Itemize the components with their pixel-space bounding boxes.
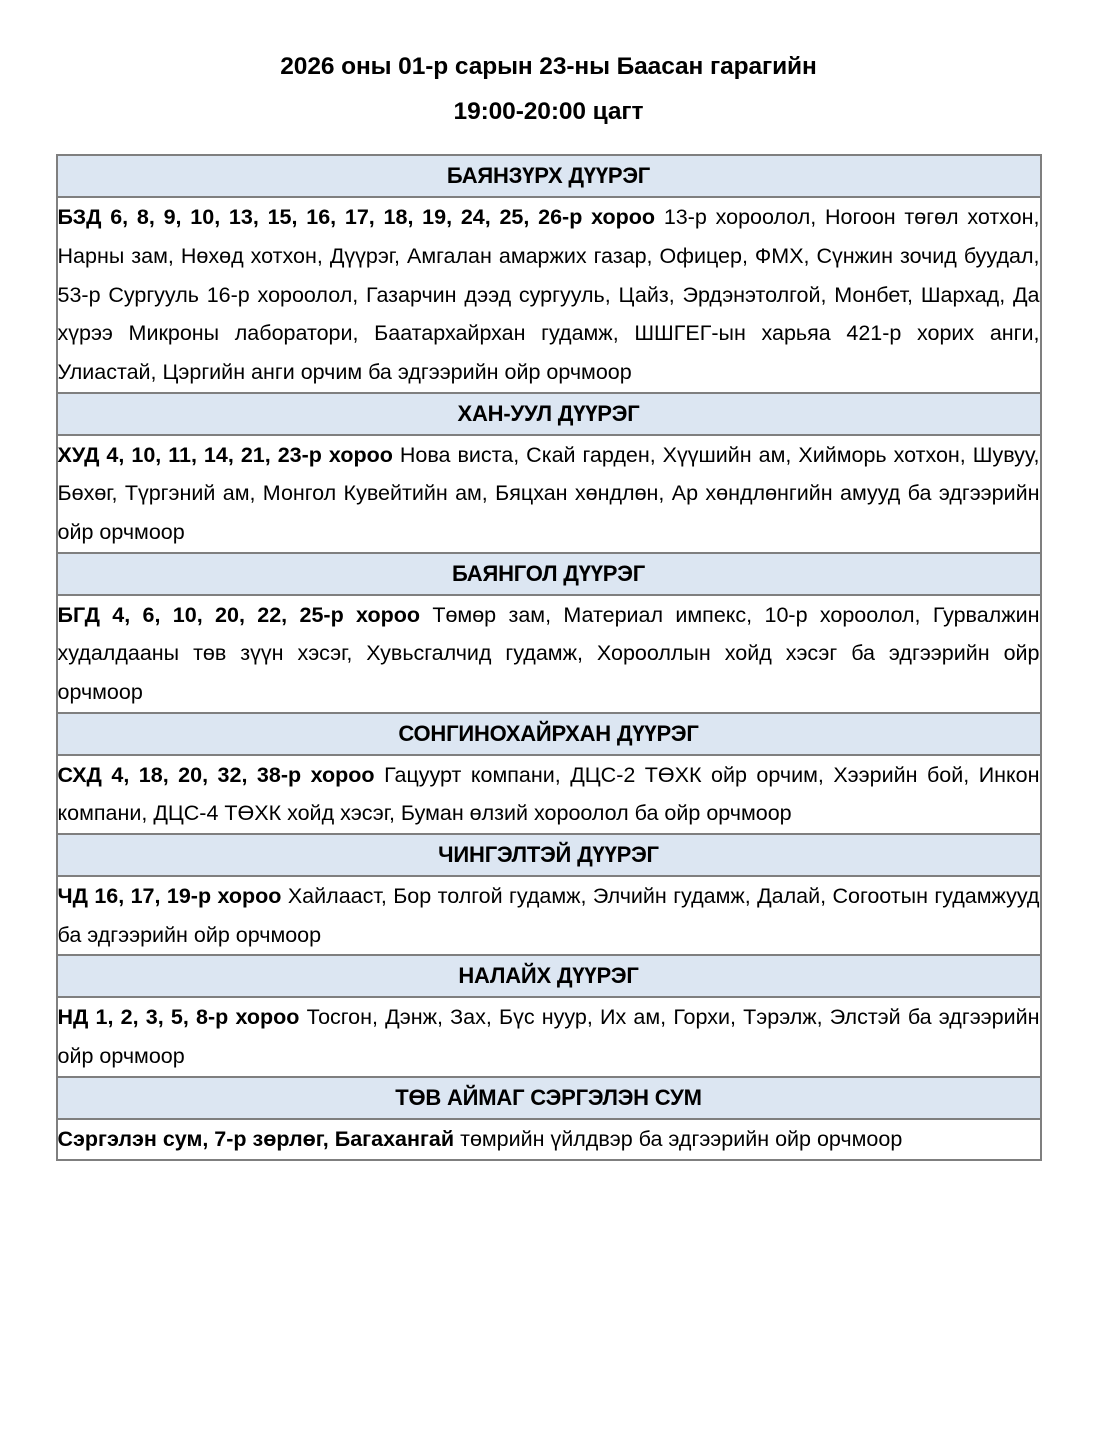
district-header-row [57,834,1041,876]
district-header-cell: ХАН-УУЛ ДҮҮРЭГ [57,393,1041,435]
district-header-cell: СОНГИНОХАЙРХАН ДҮҮРЭГ [57,713,1041,755]
district-location-list: Гацуурт компани, ДЦС-2 ТӨХК ойр орчим, Хээрийн бой, Инкон компани, ДЦС-4 ТӨХК хойд хэсэг, Буман өлзий хороолол ба ойр орчмоор [57,762,1040,826]
district-header-row [57,155,1041,197]
district-body-row [57,755,1041,834]
district-location-list: Хайлааст, Бор толгой гудамж, Элчийн гудамж, Далай, Согоотын гудамжууд ба эдгээрийн ойр орчмоор [57,884,1040,947]
district-header-row [57,393,1041,435]
district-header-cell: БАЯНЗҮРХ ДҮҮРЭГ [57,155,1041,197]
district-body-row [57,876,1041,955]
document-title-block [0,0,1097,128]
district-body-cell [57,197,1041,392]
district-body-row [57,197,1041,392]
district-body-row [57,1119,1041,1160]
district-location-list: 13-р хороолол, Ногоон төгөл хотхон, Нарны зам, Нөхөд хотхон, Дүүрэг, Амгалан амаржих газар, Офицер, ФМХ, Сүнжин зочид буудал, 53-р Сургууль 16-р хороолол, Газарчин дээд сургууль, Цайз, Эрдэнэтолгой, Монбет, Шархад, Да хүрээ Микроны лаборатори, Баатархайрхан гудамж, ШШГЕГ-ын харьяа 421-р хорих анги, Улиастай, Цэргийн анги орчим ба эдгээрийн ойр орчмоор [57,205,1040,384]
district-body-cell [57,876,1041,955]
page-title-line-1: 2026 оны 01-р сарын 23-ны Баасан гарагийн [280,53,817,80]
district-body-row [57,595,1041,713]
district-khoroo-list: БЗД 6, 8, 9, 10, 13, 15, 16, 17, 18, 19, 24, 25, 26-р хороо [57,205,656,230]
district-header-cell: БАЯНГОЛ ДҮҮРЭГ [57,553,1041,595]
district-khoroo-list: БГД 4, 6, 10, 20, 22, 25-р хороо [57,602,420,627]
district-header-row [57,955,1041,997]
district-header-cell: ТӨВ АЙМАГ СЭРГЭЛЭН СУМ [57,1077,1041,1119]
district-header-cell: ЧИНГЭЛТЭЙ ДҮҮРЭГ [57,834,1041,876]
district-body-cell [57,595,1041,713]
district-khoroo-list: СХД 4, 18, 20, 32, 38-р хороо [57,762,375,787]
page-title-line-2: 19:00-20:00 цагт [453,98,644,126]
district-body-cell [57,755,1041,834]
district-body-cell [57,1119,1041,1160]
district-header-row [57,713,1041,755]
district-location-list: төмрийн үйлдвэр ба эдгээрийн ойр орчмоор [460,1126,903,1151]
district-body-cell [57,997,1041,1076]
district-body-row [57,997,1041,1076]
district-khoroo-list: ЧД 16, 17, 19-р хороо [57,884,282,909]
district-khoroo-list: ХУД 4, 10, 11, 14, 21, 23-р хороо [57,442,393,467]
district-location-list: Төмөр зам, Материал импекс, 10-р хороолол, Гурвалжин худалдааны төв зүүн хэсэг, Хувьсгалчид гудамж, Хорооллын хойд хэсэг ба эдгээрийн ойр орчмоор [57,602,1040,704]
district-khoroo-list: Сэргэлэн сум, 7-р зөрлөг, Багахангай [57,1126,455,1151]
district-header-cell: НАЛАЙХ ДҮҮРЭГ [57,955,1041,997]
outage-schedule-table [56,154,1042,1160]
district-header-row [57,1077,1041,1119]
district-location-list: Тосгон, Дэнж, Зах, Бүс нуур, Их ам, Горхи, Тэрэлж, Элстэй ба эдгээрийн ойр орчмоор [57,1005,1040,1069]
district-header-row [57,553,1041,595]
outage-table-body [57,155,1041,1159]
district-body-cell [57,435,1041,553]
district-khoroo-list: НД 1, 2, 3, 5, 8-р хороо [57,1005,300,1030]
district-location-list: Нова виста, Скай гарден, Хүүшийн ам, Хийморь хотхон, Шувуу, Бөхөг, Түргэний ам, Монгол Кувейтийн ам, Бяцхан хөндлөн, Ар хөндлөнгийн амууд ба эдгээрийн ойр орчмоор [57,442,1040,544]
district-body-row [57,435,1041,553]
